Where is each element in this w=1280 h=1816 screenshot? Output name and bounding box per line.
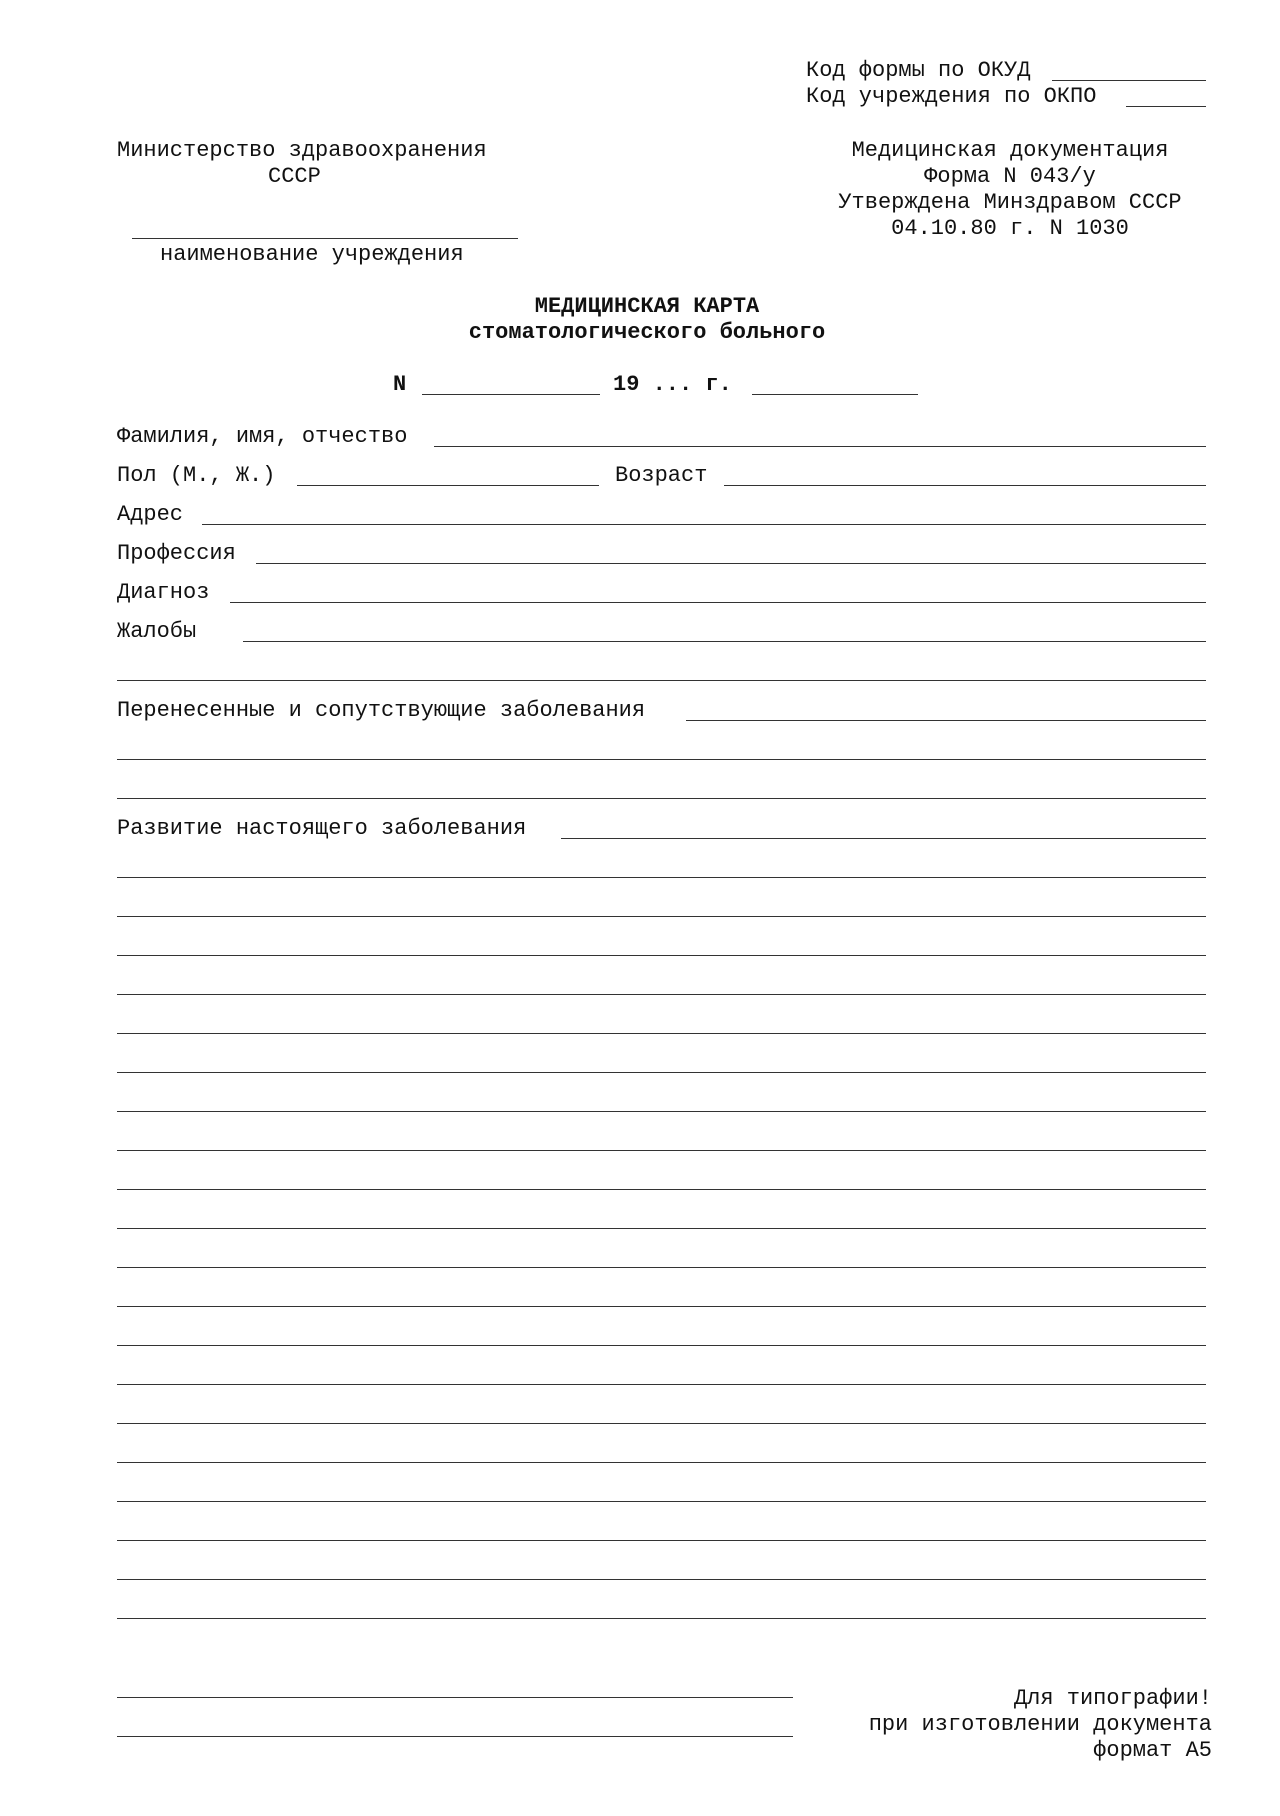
- present-disease-field[interactable]: [561, 838, 1206, 839]
- date-field[interactable]: [752, 394, 918, 395]
- profession-label: Профессия: [117, 541, 236, 566]
- ruled-line[interactable]: [117, 1306, 1206, 1307]
- fio-field[interactable]: [434, 446, 1206, 447]
- present-disease-label: Развитие настоящего заболевания: [117, 816, 527, 841]
- approval-date: 04.10.80 г. N 1030: [891, 216, 1129, 241]
- ministry-name: Министерство здравоохранения: [117, 138, 487, 163]
- ruled-line[interactable]: [117, 1228, 1206, 1229]
- past-diseases-field[interactable]: [686, 720, 1206, 721]
- ruled-line[interactable]: [117, 1111, 1206, 1112]
- ruled-line[interactable]: [117, 1540, 1206, 1541]
- approval-note: Утверждена Минздравом СССР: [838, 190, 1182, 215]
- past-diseases-field-cont[interactable]: [117, 759, 1206, 760]
- profession-field[interactable]: [256, 563, 1206, 564]
- institution-name-field[interactable]: [132, 238, 518, 239]
- okud-field[interactable]: [1052, 80, 1206, 81]
- ruled-line[interactable]: [117, 1072, 1206, 1073]
- fio-label: Фамилия, имя, отчество: [117, 424, 408, 449]
- sex-label: Пол (М., Ж.): [117, 463, 276, 488]
- sex-field[interactable]: [297, 485, 599, 486]
- form-title: МЕДИЦИНСКАЯ КАРТА: [534, 294, 760, 319]
- form-number: Форма N 043/у: [924, 164, 1096, 189]
- card-number-field[interactable]: [422, 394, 600, 395]
- okpo-label: Код учреждения по ОКПО: [806, 84, 1097, 109]
- print-note-format: формат А5: [1093, 1738, 1212, 1763]
- ruled-line[interactable]: [117, 916, 1206, 917]
- past-diseases-label: Перенесенные и сопутствующие заболевания: [117, 698, 646, 723]
- complaints-label: Жалобы: [117, 619, 197, 644]
- complaints-field-cont[interactable]: [117, 680, 1206, 681]
- ruled-line[interactable]: [117, 1462, 1206, 1463]
- ruled-line[interactable]: [117, 1618, 1206, 1619]
- ruled-line[interactable]: [117, 1501, 1206, 1502]
- past-diseases-field-cont[interactable]: [117, 798, 1206, 799]
- ruled-line[interactable]: [117, 1423, 1206, 1424]
- diagnosis-field[interactable]: [230, 602, 1206, 603]
- address-field[interactable]: [202, 524, 1206, 525]
- age-label: Возраст: [615, 463, 708, 488]
- complaints-field[interactable]: [243, 641, 1206, 642]
- doc-type: Медицинская документация: [851, 138, 1169, 163]
- address-label: Адрес: [117, 502, 184, 527]
- ruled-line[interactable]: [117, 1267, 1206, 1268]
- print-note-text: при изготовлении документа: [868, 1712, 1212, 1737]
- footer-line[interactable]: [117, 1697, 793, 1698]
- age-field[interactable]: [724, 485, 1206, 486]
- year-label: 19 ... г.: [613, 372, 732, 397]
- ruled-line[interactable]: [117, 955, 1206, 956]
- ruled-line[interactable]: [117, 1033, 1206, 1034]
- ruled-line[interactable]: [117, 877, 1206, 878]
- ruled-line[interactable]: [117, 1345, 1206, 1346]
- okud-label: Код формы по ОКУД: [806, 58, 1031, 83]
- diagnosis-label: Диагноз: [117, 580, 210, 605]
- okpo-field[interactable]: [1126, 106, 1206, 107]
- ruled-line[interactable]: [117, 1579, 1206, 1580]
- ruled-line[interactable]: [117, 1150, 1206, 1151]
- ruled-line[interactable]: [117, 1384, 1206, 1385]
- form-subtitle: стоматологического больного: [468, 320, 826, 345]
- ministry-country: СССР: [268, 164, 321, 189]
- footer-line[interactable]: [117, 1736, 793, 1737]
- ruled-line[interactable]: [117, 994, 1206, 995]
- institution-caption: наименование учреждения: [160, 242, 464, 267]
- number-label: N: [393, 372, 407, 397]
- print-note-title: Для типографии!: [1013, 1686, 1212, 1711]
- ruled-line[interactable]: [117, 1189, 1206, 1190]
